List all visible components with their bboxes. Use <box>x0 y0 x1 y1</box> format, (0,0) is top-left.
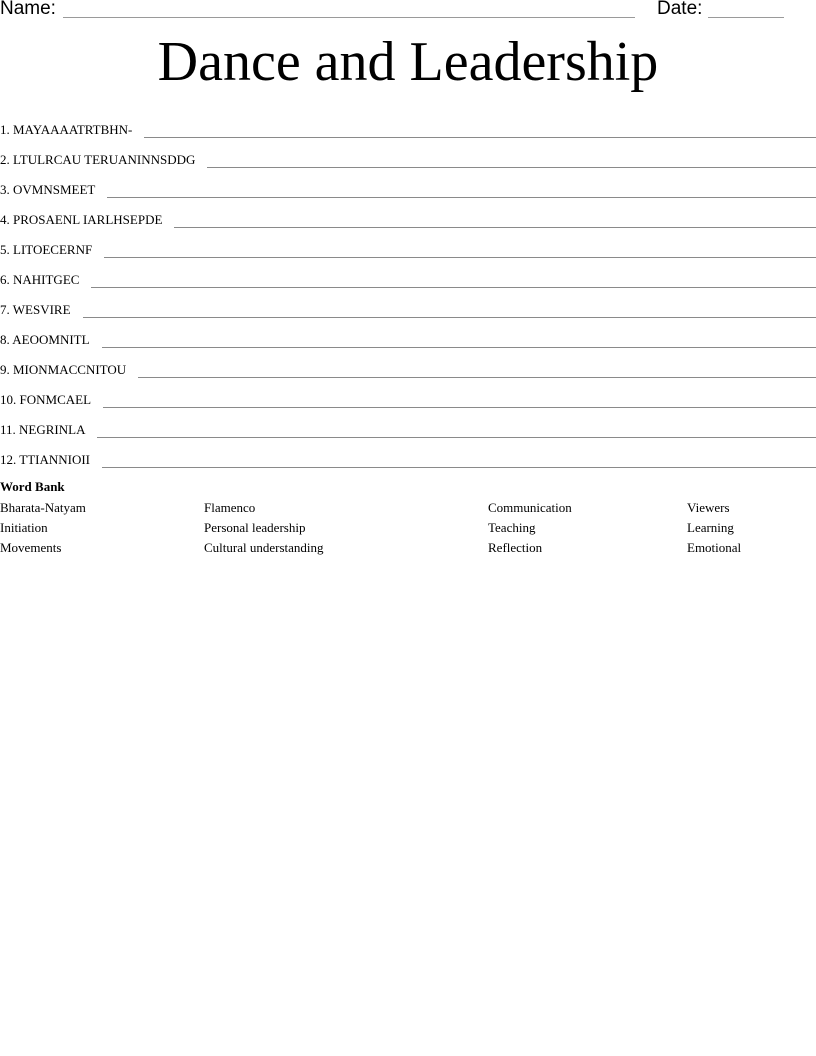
question-row <box>0 441 816 471</box>
question-scramble: 5. LITOECERNF <box>0 242 93 257</box>
question-row <box>0 231 816 261</box>
word-bank-item: Bharata-Natyam <box>0 500 86 515</box>
word-bank-title: Word Bank <box>0 479 65 494</box>
word-bank-item: Initiation <box>0 520 48 535</box>
word-bank-item: Viewers <box>687 500 730 515</box>
date-field-line[interactable] <box>708 17 784 18</box>
answer-line[interactable] <box>91 275 816 288</box>
answer-line[interactable] <box>104 245 816 258</box>
worksheet-header <box>0 0 816 22</box>
answer-line[interactable] <box>138 365 816 378</box>
question-scramble: 10. FONMCAEL <box>0 392 92 407</box>
word-bank <box>0 478 816 558</box>
word-bank-item: Personal leadership <box>204 520 306 535</box>
question-scramble: 9. MIONMACCNITOU <box>0 362 127 377</box>
name-field-line[interactable] <box>63 17 635 18</box>
word-bank-grid <box>0 498 816 558</box>
answer-line[interactable] <box>207 155 816 168</box>
question-scramble: 11. NEGRINLA <box>0 422 86 437</box>
word-bank-item: Emotional <box>687 540 742 555</box>
question-scramble: 12. TTIANNIOII <box>0 452 91 467</box>
question-scramble: 7. WESVIRE <box>0 302 71 317</box>
answer-line[interactable] <box>107 185 816 198</box>
question-row <box>0 291 816 321</box>
question-scramble: 2. LTULRCAU TERUANINNSDDG <box>0 152 196 167</box>
word-bank-item: Learning <box>687 520 734 535</box>
question-row <box>0 411 816 441</box>
word-bank-item: Movements <box>0 540 62 555</box>
question-scramble: 3. OVMNSMEET <box>0 182 96 197</box>
question-row <box>0 321 816 351</box>
question-row <box>0 171 816 201</box>
answer-line[interactable] <box>102 335 816 348</box>
date-label: Date: <box>657 0 703 19</box>
answer-line[interactable] <box>174 215 816 228</box>
question-scramble: 8. AEOOMNITL <box>0 332 90 347</box>
answer-line[interactable] <box>103 395 816 408</box>
question-row <box>0 351 816 381</box>
question-scramble: 4. PROSAENL IARLHSEPDE <box>0 212 163 227</box>
name-label: Name: <box>0 0 56 19</box>
question-row <box>0 141 816 171</box>
answer-line[interactable] <box>144 125 816 138</box>
answer-line[interactable] <box>83 305 816 318</box>
question-scramble: 1. MAYAAAATRTBHN- <box>0 122 133 137</box>
word-bank-item: Teaching <box>488 520 536 535</box>
word-bank-item: Communication <box>488 500 572 515</box>
question-row <box>0 201 816 231</box>
answer-line[interactable] <box>102 455 816 468</box>
question-scramble: 6. NAHITGEC <box>0 272 80 287</box>
word-bank-item: Flamenco <box>204 500 256 515</box>
word-bank-item: Cultural understanding <box>204 540 324 555</box>
question-row <box>0 381 816 411</box>
answer-line[interactable] <box>97 425 816 438</box>
word-bank-item: Reflection <box>488 540 543 555</box>
worksheet-title: Dance and Leadership <box>157 31 659 93</box>
question-row <box>0 111 816 141</box>
question-list <box>0 111 816 471</box>
question-row <box>0 261 816 291</box>
